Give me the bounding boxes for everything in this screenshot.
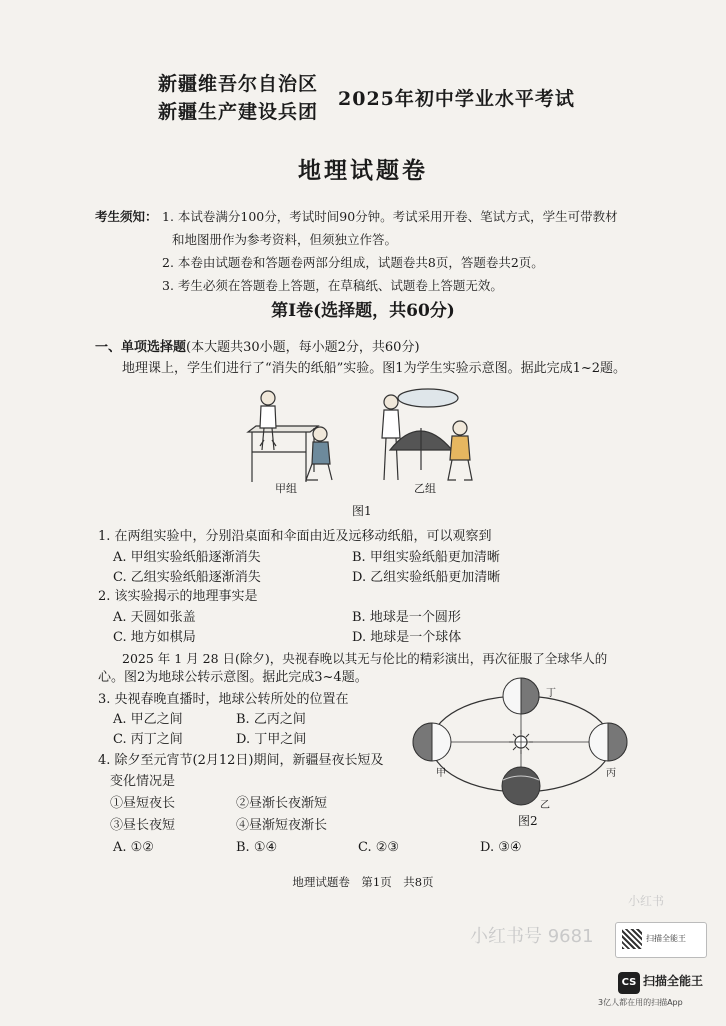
qr-code-icon <box>622 929 642 949</box>
notice-item-1a: 1. 本试卷满分100分，考试时间90分钟。考试采用开卷、笔试方式，学生可带教材 <box>162 209 618 224</box>
q4-stem-1: 4. 除夕至元宵节(2月12日)期间，新疆昼夜长短及 <box>98 753 384 768</box>
q4-option-c: C. ②③ <box>358 840 400 855</box>
paper-title: 地理试题卷 <box>298 157 428 184</box>
q4-stem-2: 变化情况是 <box>110 774 176 789</box>
fig1-label-a: 甲组 <box>275 482 297 495</box>
notice-item-3: 3. 考生必须在答题卷上答题，在草稿纸、试题卷上答题无效。 <box>162 278 503 293</box>
part1-heading-note: (本大题共30小题，每小题2分，共60分) <box>186 340 420 355</box>
fig2-label-ding: 丁 <box>546 688 556 699</box>
q2-option-c: C. 地方如棋局 <box>113 630 196 645</box>
earth-bing <box>589 723 627 761</box>
q4-choice-1: ①昼短夜长 <box>110 796 176 811</box>
q4-option-d: D. ③④ <box>480 840 522 855</box>
xhs-id-watermark: 小红书号 9681 <box>470 926 594 947</box>
camscanner-logo-icon: CS <box>618 972 640 994</box>
q2-option-d: D. 地球是一个球体 <box>352 630 462 645</box>
scanner-stamp-text: 扫描全能王 <box>646 934 686 943</box>
q3-stem: 3. 央视春晚直播时，地球公转所处的位置在 <box>98 692 349 707</box>
q4-choice-3: ③昼长夜短 <box>110 818 176 833</box>
earth-ding <box>503 678 539 714</box>
q2-stem: 2. 该实验揭示的地理事实是 <box>98 589 258 604</box>
fig2-label-yi: 乙 <box>540 800 550 811</box>
q3-option-a: A. 甲乙之间 <box>113 712 183 727</box>
q4-option-b: B. ①④ <box>236 840 278 855</box>
notice-item-2: 2. 本卷由试题卷和答题卷两部分组成，试题卷共8页，答题卷共2页。 <box>162 255 544 270</box>
region-line-1: 新疆维吾尔自治区 <box>158 73 319 95</box>
region-line-2: 新疆生产建设兵团 <box>158 101 319 123</box>
part1-intro: 地理课上，学生们进行了“消失的纸船”实验。图1为学生实验示意图。据此完成1~2题。 <box>122 361 626 376</box>
notice-label: 考生须知： <box>95 209 158 224</box>
passage2-line-1: 2025 年 1 月 28 日(除夕)，央视春晚以其无与伦比的精彩演出，再次征服了全球华人的 <box>122 651 608 666</box>
figure-2-orbit <box>410 668 632 818</box>
notice-item-1b: 和地图册作为参考资料，但须独立作答。 <box>172 232 398 247</box>
fig2-caption: 图2 <box>518 814 538 828</box>
scanner-stamp <box>615 922 707 958</box>
q3-option-c: C. 丙丁之间 <box>113 732 183 747</box>
q1-option-d: D. 乙组实验纸船更加清晰 <box>352 570 501 585</box>
camscanner-name: 扫描全能王 <box>643 974 704 988</box>
header-region <box>158 70 318 126</box>
group-b-drawing <box>382 389 472 480</box>
q4-choice-4: ④昼渐短夜渐长 <box>236 818 328 833</box>
group-a-drawing <box>248 391 332 482</box>
q1-option-c: C. 乙组实验纸船逐渐消失 <box>113 570 261 585</box>
q3-option-d: D. 丁甲之间 <box>236 732 307 747</box>
part1-heading-label: 一、单项选择题 <box>95 340 187 355</box>
q2-option-a: A. 天圆如张盖 <box>113 610 196 625</box>
q1-option-b: B. 甲组实验纸船更加清晰 <box>352 550 500 565</box>
q4-choice-2: ②昼渐长夜渐短 <box>236 796 328 811</box>
q1-option-a: A. 甲组实验纸船逐渐消失 <box>113 550 261 565</box>
camscanner-tagline: 3亿人都在用的扫描App <box>598 998 683 1007</box>
page-footer: 地理试题卷 第1页 共8页 <box>292 875 434 889</box>
part1-heading <box>95 337 420 358</box>
fig2-label-jia: 甲 <box>436 768 446 779</box>
q1-stem: 1. 在两组实验中，分别沿桌面和伞面由近及远移动纸船，可以观察到 <box>98 529 492 544</box>
fig2-label-bing: 丙 <box>606 768 616 779</box>
fig1-caption: 图1 <box>352 504 372 518</box>
earth-yi <box>502 767 540 805</box>
exam-title: 2025年初中学业水平考试 <box>338 88 575 110</box>
figure-1-illustration <box>240 380 490 495</box>
q3-option-b: B. 乙丙之间 <box>236 712 306 727</box>
fig1-label-b: 乙组 <box>414 482 436 495</box>
section-title: 第Ⅰ卷(选择题，共60分) <box>271 301 455 321</box>
q2-option-b: B. 地球是一个圆形 <box>352 610 461 625</box>
passage2-line-2: 心。图2为地球公转示意图。据此完成3~4题。 <box>98 670 368 685</box>
q4-option-a: A. ①② <box>113 840 154 855</box>
earth-jia <box>413 723 451 761</box>
xhs-watermark: 小红书 <box>628 894 665 908</box>
